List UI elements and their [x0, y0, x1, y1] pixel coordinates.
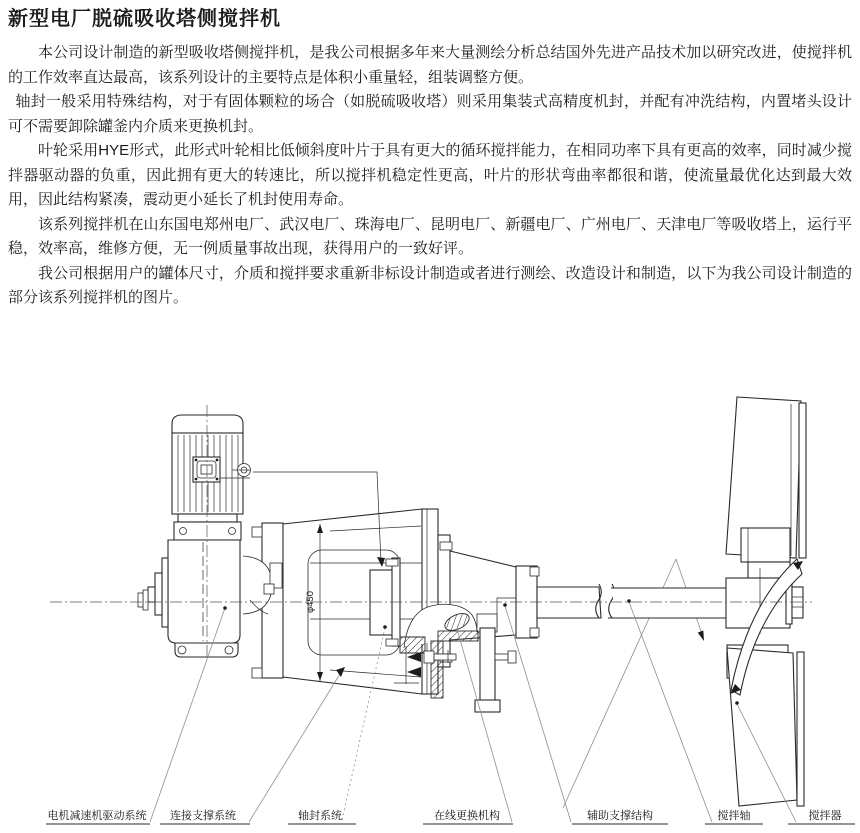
gearbox-drawing	[138, 540, 240, 657]
part-label-online-replacement: 在线更换机构	[434, 810, 500, 822]
support-cone-drawing	[252, 509, 450, 694]
gland-assembly-drawing	[394, 604, 516, 712]
part-label-mixing-shaft: 搅拌轴	[717, 810, 751, 822]
gland-bolt	[424, 651, 434, 663]
part-label-drive-system: 电机减速机驱动系统	[47, 810, 147, 822]
part-label-impeller: 搅拌器	[808, 810, 842, 822]
impeller-drawing	[726, 397, 806, 806]
part-labels	[46, 808, 855, 824]
paragraph-company-intro: 本公司设计制造的新型吸收塔侧搅拌机，是我公司根据多年来大量测绘分析总结国外先进产品技术加以研究改进，使搅拌机的工作效率直达最高，该系列设计的主要特点是体积小重量轻，组装调整方便。	[8, 44, 852, 86]
motor-drawing	[172, 415, 251, 540]
dimension-label: φ450	[305, 590, 316, 614]
flange-column	[480, 628, 495, 710]
part-label-auxiliary-support: 辅助支撑结构	[587, 810, 653, 822]
diameter-dimension	[305, 524, 323, 681]
technical-drawing	[0, 378, 860, 833]
part-label-shaft-seal: 轴封系统	[298, 810, 342, 822]
part-label-connection-support: 连接支撑系统	[170, 810, 236, 822]
shaft-drawing	[537, 584, 727, 618]
paragraph-shaft-seal: 轴封一般采用特殊结构，对于有固体颗粒的场合（如脱硫吸收塔）则采用集装式高精度机封，并配有冲洗结构，内置堵头设计可不需要卸除罐釜内介质来更换机封。	[8, 93, 852, 135]
paragraph-custom-design: 我公司根据用户的罐体尺寸，介质和搅拌要求重新非标设计制造或者进行测绘、改造设计和制造，以下为我公司设计制造的部分该系列搅拌机的图片。	[8, 264, 852, 306]
gearbox-input-stub	[148, 587, 155, 602]
paragraph-references: 该系列搅拌机在山东国电郑州电厂、武汉电厂、珠海电厂、昆明电厂、新疆电厂、广州电厂、天津电厂等吸收塔上，运行平稳，效率高，维修方便，无一例质量事故出现，获得用户的一致好评。	[8, 215, 852, 257]
shaft-end-nut	[792, 587, 803, 618]
page-title: 新型电厂脱硫吸收塔侧搅拌机	[8, 8, 281, 30]
paragraph-impeller: 叶轮采用HYE形式，此形式叶轮相比低倾斜度叶片于具有更大的循环搅拌能力，在相同功率下具有更高的效率，同时减少搅拌器驱动器的负重，因此拥有更大的转速比，所以搅拌机稳定性更高，叶片的形状弯曲率都很和谐，使流量最优化达到最大效用，因此结构紧凑，震动更小延长了机封使用寿命。	[8, 142, 852, 208]
intro-text	[0, 0, 860, 366]
